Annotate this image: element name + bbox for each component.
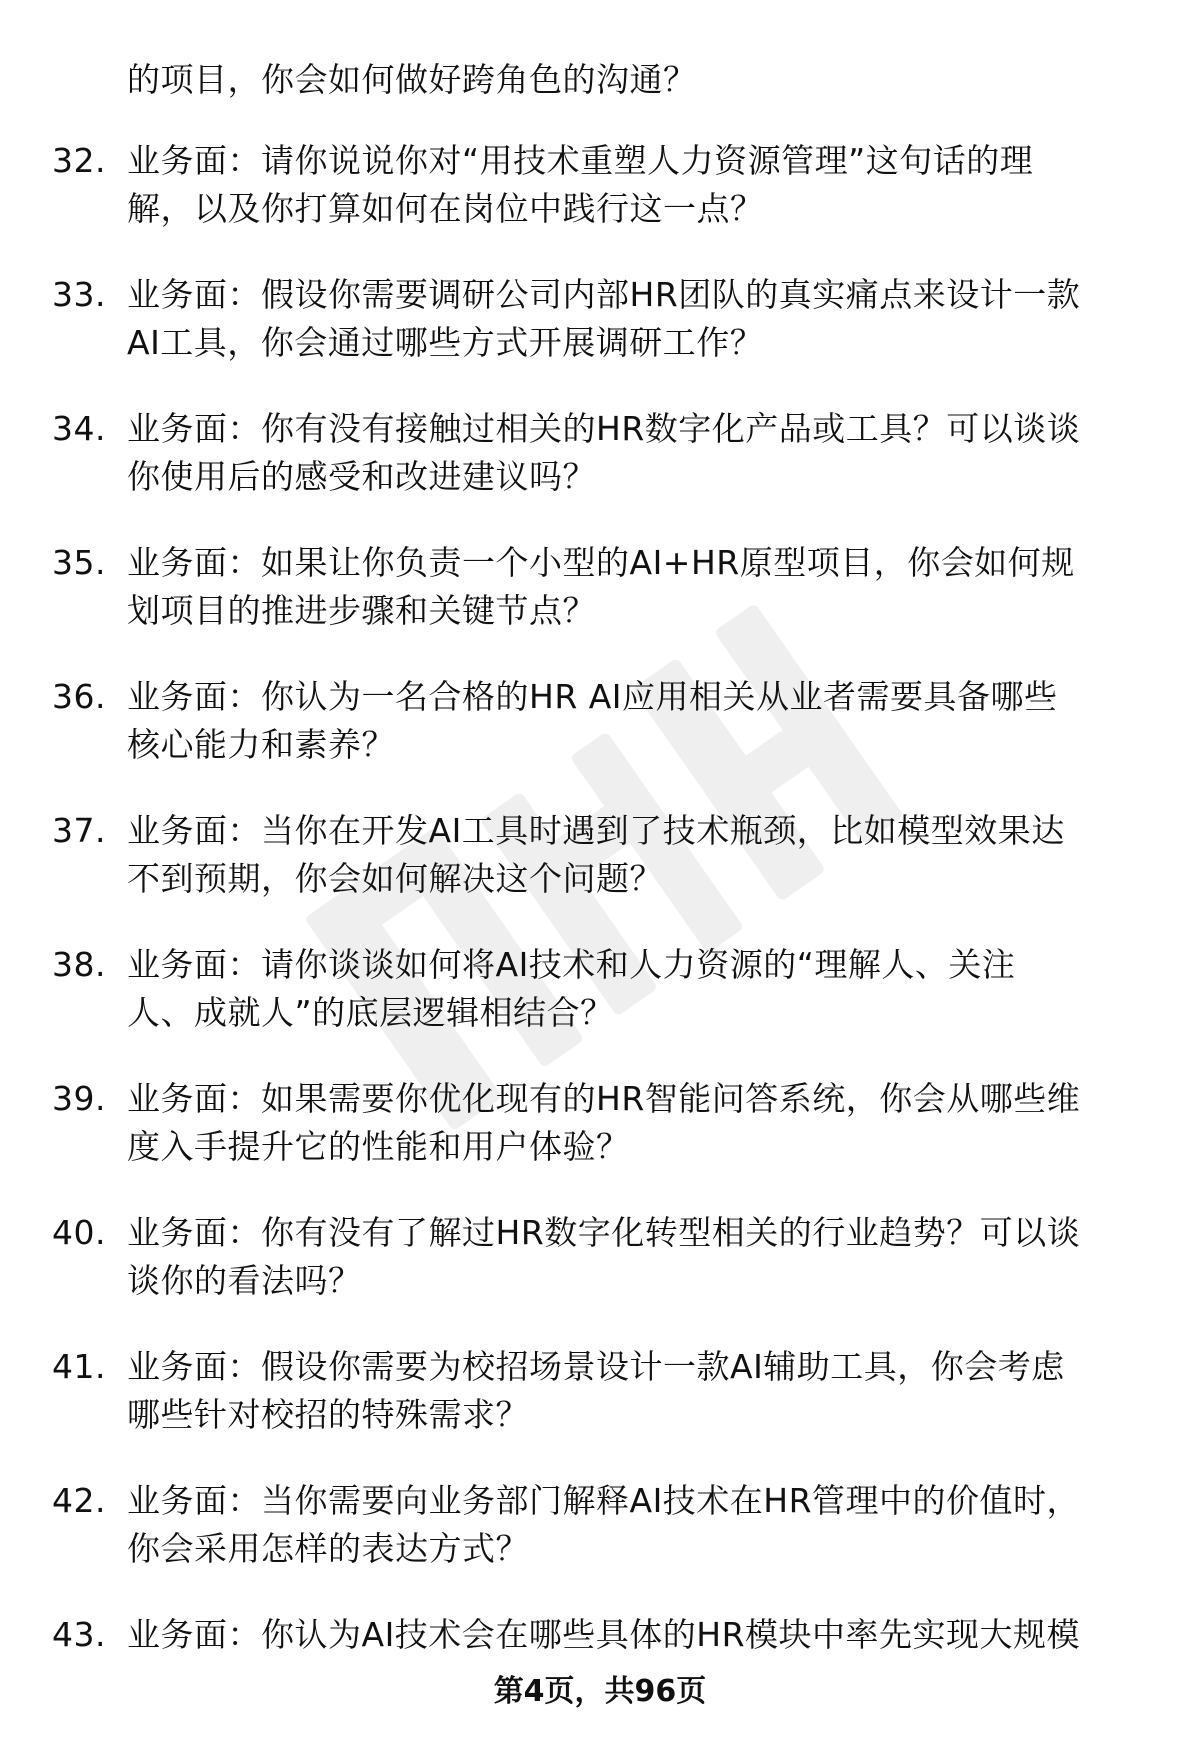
question-number: 40. (52, 1213, 106, 1252)
question-item (0, 1075, 1200, 1209)
question-item (0, 1343, 1200, 1477)
question-item (0, 673, 1200, 807)
question-number: 32. (52, 141, 106, 180)
question-list (0, 137, 1200, 1745)
question-number: 43. (52, 1615, 106, 1654)
question-text: 业务面：假设你需要为校招场景设计一款AI辅助工具，你会考虑 哪些针对校招的特殊需求？ (127, 1347, 1065, 1434)
question-text: 业务面：假设你需要调研公司内部HR团队的真实痛点来设计一款 AI工具，你会通过哪些方式开展调研工作？ (127, 275, 1081, 362)
question-item (0, 137, 1200, 271)
question-number: 42. (52, 1481, 106, 1520)
question-item (0, 1209, 1200, 1343)
question-text: 业务面：请你谈谈如何将AI技术和人力资源的“理解人、关注 人、成就人”的底层逻辑相结合？ (127, 945, 1016, 1032)
question-item (0, 1477, 1200, 1611)
continued-question-text: 的项目，你会如何做好跨角色的沟通？ (127, 60, 697, 99)
question-item (0, 405, 1200, 539)
question-text: 业务面：当你需要向业务部门解释AI技术在HR管理中的价值时， 你会采用怎样的表达方式？ (127, 1481, 1081, 1568)
question-number: 41. (52, 1347, 106, 1386)
question-number: 33. (52, 275, 106, 314)
page-footer: 第4页，共96页 (493, 1674, 707, 1709)
question-text: 业务面：你有没有接触过相关的HR数字化产品或工具？可以谈谈 你使用后的感受和改进建议吗？ (127, 409, 1081, 496)
question-text: 业务面：你认为AI技术会在哪些具体的HR模块中率先实现大规模 (127, 1615, 1081, 1654)
question-item (0, 271, 1200, 405)
question-text: 业务面：如果需要你优化现有的HR智能问答系统，你会从哪些维 度入手提升它的性能和用户体验？ (127, 1079, 1081, 1166)
question-text: 业务面：你认为一名合格的HR AI应用相关从业者需要具备哪些 核心能力和素养？ (127, 677, 1058, 764)
question-text: 业务面：当你在开发AI工具时遇到了技术瓶颈，比如模型效果达 不到预期，你会如何解决这个问题？ (127, 811, 1065, 898)
question-item (0, 941, 1200, 1075)
question-number: 39. (52, 1079, 106, 1118)
question-number: 38. (52, 945, 106, 984)
question-text: 业务面：你有没有了解过HR数字化转型相关的行业趋势？可以谈 谈你的看法吗？ (127, 1213, 1081, 1300)
question-text: 业务面：如果让你负责一个小型的AI+HR原型项目，你会如何规 划项目的推进步骤和关键节点？ (127, 543, 1075, 630)
question-number: 37. (52, 811, 106, 850)
question-item (0, 539, 1200, 673)
question-number: 35. (52, 543, 106, 582)
question-text: 业务面：请你说说你对“用技术重塑人力资源管理”这句话的理 解，以及你打算如何在岗位中践行这一点？ (127, 141, 1034, 228)
question-item (0, 807, 1200, 941)
question-number: 36. (52, 677, 106, 716)
question-number: 34. (52, 409, 106, 448)
